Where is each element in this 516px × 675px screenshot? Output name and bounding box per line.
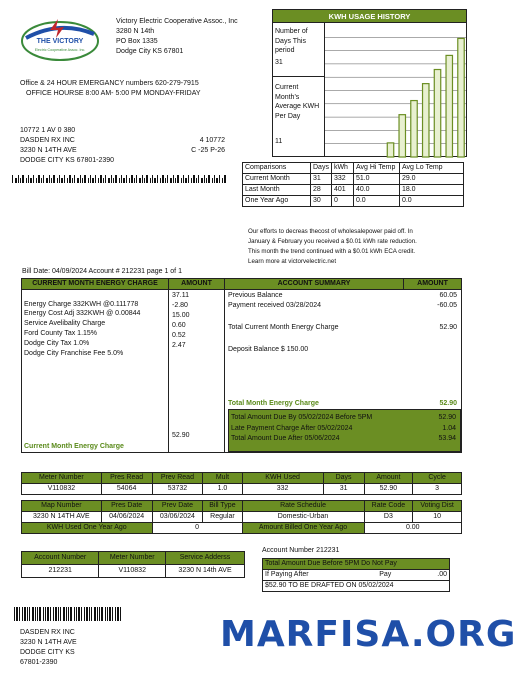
account-summary-header: ACCOUNT SUMMARY — [225, 279, 403, 289]
current-charge-label: Total Current Month Energy Charge — [228, 324, 339, 331]
draft-notice: $52.90 TO BE DRAFTED ON 05/02/2024 — [263, 581, 450, 592]
barcode-bar — [88, 178, 89, 183]
previous-balance-label: Previous Balance — [228, 292, 283, 299]
account-header: Account Number — [22, 552, 99, 565]
table-cell: 332 — [242, 484, 323, 495]
barcode-bar — [69, 175, 71, 183]
barcode-bar — [20, 178, 21, 183]
account-header-row — [22, 552, 245, 565]
customer-city: DODGE CITY KS 67801-2390 — [20, 157, 115, 164]
due-before-amount: 52.90 — [438, 414, 456, 421]
barcode-bar — [53, 607, 54, 621]
barcode-bar — [105, 607, 106, 621]
barcode-bar — [212, 178, 213, 183]
table-row — [263, 570, 450, 581]
notice-line: January & February you received a $0.01 kWh rate reduction. — [248, 238, 417, 245]
barcode-bar — [142, 175, 143, 183]
table-cell: 3230 N 14th AVE — [166, 565, 245, 578]
barcode-bar — [58, 607, 59, 621]
barcode-bar — [53, 175, 55, 183]
summary-amount-header: AMOUNT — [404, 279, 461, 289]
total-due-box — [228, 409, 461, 452]
energy-item-amount: -2.80 — [172, 302, 188, 309]
avg-hi-header: Avg Hi Temp — [353, 163, 399, 174]
barcode-bar — [111, 175, 112, 183]
energy-item-label: Service Avelibality Charge — [24, 320, 106, 327]
barcode-bar — [123, 178, 125, 183]
barcode-bar — [35, 607, 36, 621]
notice-line: This month the trend continued with a $0.01 kWh ECA credit. — [248, 248, 416, 255]
customer-code: 10772 1 AV 0 380 — [20, 127, 76, 134]
barcode-bar — [29, 607, 30, 621]
late-charge-amount: 1.04 — [442, 425, 456, 432]
table-cell: 3 — [413, 484, 462, 495]
barcode-bar — [136, 175, 137, 183]
table-cell: 31 — [311, 174, 332, 185]
barcode-bar — [67, 178, 68, 183]
logo-subtext: Electric Cooperative Assoc. Inc. — [34, 48, 86, 52]
barcode-bar — [37, 607, 38, 621]
barcode-bar — [39, 607, 41, 621]
barcode-bar — [120, 607, 121, 621]
barcode-bar — [129, 178, 130, 183]
barcode-bar — [188, 175, 189, 183]
barcode-bar — [76, 607, 77, 621]
barcode-bar — [74, 175, 75, 183]
table-row — [22, 565, 245, 578]
barcode-bar — [41, 178, 42, 183]
billed-year-ago-value: 0.00 — [364, 523, 461, 534]
barcode-bar — [43, 175, 44, 183]
kwh-year-ago-value: 0 — [152, 523, 242, 534]
barcode-bar — [154, 178, 156, 183]
table-cell: Current Month — [243, 174, 311, 185]
energy-item-amount: 37.11 — [172, 292, 189, 299]
meter-reading-table — [21, 472, 462, 534]
energy-item-amount: 0.60 — [172, 322, 186, 329]
barcode-bar — [117, 607, 119, 621]
barcode-bar — [27, 607, 28, 621]
energy-footer-amount: 52.90 — [172, 432, 190, 439]
chart-bar — [446, 55, 452, 157]
map-header-row — [22, 501, 462, 512]
chart-bar — [411, 101, 417, 157]
meter-header: Amount — [364, 473, 413, 484]
barcode-bar — [139, 178, 141, 183]
energy-item-amount: 0.52 — [172, 332, 186, 339]
barcode-bar — [60, 607, 61, 621]
table-cell: One Year Ago — [243, 196, 311, 207]
barcode-bar — [64, 175, 65, 183]
notice-link[interactable]: Learn more at victorvelectric.net — [248, 258, 337, 265]
kwh-history-title: KWH USAGE HISTORY — [273, 10, 466, 23]
meter-header: Prev Date — [152, 501, 203, 512]
chart-bar — [423, 84, 429, 157]
remit-due-label: Total Amount Due Before 5PM Do Not Pay — [263, 559, 450, 570]
barcode-bar — [150, 178, 151, 183]
table-cell: 53732 — [152, 484, 203, 495]
barcode-bar — [100, 175, 102, 183]
barcode-bar — [214, 175, 215, 183]
barcode-bar — [185, 178, 187, 183]
meter-header: KWH Used — [242, 473, 323, 484]
barcode-bar — [78, 607, 80, 621]
barcode-bar — [80, 175, 81, 183]
meter-header: Voting Dist — [413, 501, 462, 512]
barcode-bar — [14, 607, 15, 621]
company-city: Dodge City KS 67801 — [116, 48, 184, 55]
company-logo — [20, 16, 100, 62]
barcode-bar — [112, 607, 113, 621]
table-cell: 1.0 — [203, 484, 242, 495]
barcode-bar — [103, 178, 104, 183]
table-row — [243, 196, 464, 207]
barcode-bar — [49, 175, 50, 183]
meter-header: Bill Type — [203, 501, 242, 512]
kwh-header: kWh — [331, 163, 353, 174]
mail-zip: 67801-2390 — [20, 659, 58, 666]
barcode-bar — [126, 175, 127, 183]
barcode-bar — [68, 607, 69, 621]
barcode-bar — [224, 175, 226, 183]
barcode-bar — [216, 178, 218, 183]
remit-account-number: Account Number 212231 — [262, 547, 340, 554]
total-energy-amount: 52.90 — [439, 400, 457, 407]
barcode-bar — [38, 175, 40, 183]
energy-item-label: Energy Cost Adj 332KWH @ 0.00844 — [24, 310, 141, 317]
kwh-usage-history — [272, 9, 467, 157]
due-after-label: Total Amount Due After 05/06/2024 — [231, 435, 340, 442]
year-ago-row — [22, 523, 462, 534]
payment-label: Payment received 03/28/2024 — [228, 302, 322, 309]
barcode-bar — [46, 178, 48, 183]
barcode-bar — [181, 178, 182, 183]
table-cell: 54064 — [101, 484, 152, 495]
late-charge-label: Late Payment Charge After 05/02/2024 — [231, 425, 353, 432]
deposit-balance: Deposit Balance $ 150.00 — [228, 346, 309, 353]
barcode-bar — [74, 607, 75, 621]
kwh-bar-chart — [325, 24, 466, 157]
barcode-bar — [15, 178, 17, 183]
barcode-bar — [19, 607, 20, 621]
chart-bar — [387, 143, 393, 157]
barcode-bar — [107, 607, 108, 621]
barcode-bar — [22, 175, 24, 183]
barcode-bar — [204, 175, 205, 183]
if-paying-label: If Paying After — [263, 570, 378, 581]
barcode-bar — [101, 607, 103, 621]
barcode-bar — [183, 175, 184, 183]
office-hours: OFFICE HOURSE 8:00 AM- 5:00 PM MONDAY-FRIDAY — [26, 90, 201, 97]
barcode-bar — [191, 178, 192, 183]
table-cell: 0.0 — [399, 196, 463, 207]
kwh-year-ago-label: KWH Used One Year Ago — [22, 523, 153, 534]
barcode-bar — [16, 607, 18, 621]
chart-bar — [434, 70, 440, 157]
barcode-bar — [22, 607, 23, 621]
barcode-bar — [28, 175, 29, 183]
barcode-bar — [95, 175, 96, 183]
logo-text: THE VICTORY — [36, 38, 84, 45]
barcode-bar — [81, 607, 82, 621]
barcode-bar — [98, 178, 99, 183]
remit-table — [262, 558, 450, 592]
emergency-info — [20, 79, 201, 99]
barcode-bar — [33, 175, 34, 183]
customer-street: 3230 N 14TH AVE — [20, 147, 77, 154]
table-cell: 10 — [413, 512, 462, 523]
barcode-bar — [61, 178, 63, 183]
customer-refs — [165, 136, 225, 156]
remit-barcode — [14, 607, 124, 621]
barcode-bar — [201, 178, 203, 183]
barcode-bar — [90, 175, 91, 183]
barcode-bar — [196, 178, 197, 183]
table-cell: 401 — [331, 185, 353, 196]
comparisons-header: Comparisons — [243, 163, 311, 174]
table-cell: 0.0 — [353, 196, 399, 207]
barcode-bar — [32, 607, 34, 621]
comparisons-header-row — [243, 163, 464, 174]
barcode-bar — [108, 178, 110, 183]
energy-footer-label: Current Month Energy Charge — [24, 443, 124, 450]
table-cell: 03/06/2024 — [152, 512, 203, 523]
barcode-bar — [134, 178, 135, 183]
previous-balance-amount: 60.05 — [439, 292, 457, 299]
barcode-bar — [36, 178, 37, 183]
avg-kwh-value: 11 — [275, 138, 283, 145]
meter-header: Map Number — [22, 501, 102, 512]
avg-kwh-label: Current Month's Average KWH Per Day — [275, 84, 320, 120]
account-table — [21, 551, 245, 578]
table-cell: 51.0 — [353, 174, 399, 185]
account-header: Service Adderss — [166, 552, 245, 565]
barcode-bar — [92, 178, 94, 183]
customer-address — [20, 126, 114, 166]
barcode-bar — [177, 175, 179, 183]
notice-line: Our efforts to decreas thecost of wholesalepower paid off. In — [248, 228, 413, 235]
barcode-bar — [162, 175, 164, 183]
meter-header: Pres Read — [101, 473, 152, 484]
barcode-bar — [170, 178, 172, 183]
barcode-bar — [109, 607, 111, 621]
barcode-bar — [198, 175, 199, 183]
energy-item-label: Ford County Tax 1.15% — [24, 330, 98, 337]
due-after-amount: 53.94 — [438, 435, 456, 442]
barcode-bar — [219, 175, 220, 183]
meter-header: Rate Schedule — [242, 501, 364, 512]
barcode-bar — [222, 178, 223, 183]
days-value: 31 — [275, 59, 283, 66]
table-cell: V110832 — [22, 484, 102, 495]
postal-barcode — [12, 175, 227, 183]
barcode-bar — [77, 178, 79, 183]
barcode-bar — [72, 178, 73, 183]
chart-bar — [458, 38, 464, 157]
table-cell: 3230 N 14TH AVE — [22, 512, 102, 523]
rate-notice — [248, 227, 464, 267]
barcode-bar — [175, 178, 176, 183]
barcode-bar — [173, 175, 174, 183]
due-before-label: Total Amount Due By 05/02/2024 Before 5PM — [231, 414, 373, 421]
barcode-bar — [86, 607, 88, 621]
meter-header: Mult — [203, 473, 242, 484]
billed-year-ago-label: Amount Billed One Year Ago — [242, 523, 364, 534]
barcode-bar — [50, 607, 51, 621]
barcode-bar — [51, 178, 52, 183]
barcode-bar — [94, 607, 96, 621]
barcode-bar — [12, 175, 13, 183]
table-cell: 0 — [331, 196, 353, 207]
table-cell: Domestic-Urban — [242, 512, 364, 523]
table-cell: 04/06/2024 — [101, 512, 152, 523]
emergency-numbers: Office & 24 HOUR EMERGANCY numbers 620-279-7915 — [20, 80, 199, 87]
table-row — [243, 185, 464, 196]
table-cell: 52.90 — [364, 484, 413, 495]
mail-city: DODGE CITY KS — [20, 649, 75, 656]
mailing-address — [20, 628, 77, 668]
mail-name: DASDEN RX INC — [20, 629, 75, 636]
barcode-bar — [206, 178, 207, 183]
table-cell: 28 — [311, 185, 332, 196]
customer-ref-1: 4 10772 — [199, 137, 225, 144]
customer-name: DASDEN RX INC — [20, 137, 75, 144]
barcode-bar — [30, 178, 32, 183]
barcode-bar — [160, 178, 161, 183]
barcode-bar — [24, 607, 26, 621]
barcode-bar — [113, 178, 114, 183]
table-cell: Regular — [203, 512, 242, 523]
table-cell: 18.0 — [399, 185, 463, 196]
barcode-bar — [97, 607, 98, 621]
meter-header: Prev Read — [152, 473, 203, 484]
barcode-bar — [115, 175, 117, 183]
table-cell: 30 — [311, 196, 332, 207]
energy-amount-header: AMOUNT — [169, 279, 224, 289]
barcode-bar — [105, 175, 106, 183]
table-cell: Last Month — [243, 185, 311, 196]
barcode-bar — [70, 607, 72, 621]
barcode-bar — [57, 178, 58, 183]
meter-header: Cycle — [413, 473, 462, 484]
barcode-bar — [89, 607, 90, 621]
barcode-bar — [45, 607, 46, 621]
energy-item-amount: 2.47 — [172, 342, 186, 349]
barcode-bar — [91, 607, 92, 621]
barcode-bar — [165, 178, 166, 183]
watermark: MARFISA.ORG — [220, 614, 516, 655]
barcode-bar — [167, 175, 168, 183]
barcode-bar — [59, 175, 60, 183]
table-row — [243, 174, 464, 185]
pay-label: Pay — [377, 570, 415, 581]
barcode-bar — [157, 175, 158, 183]
barcode-bar — [43, 607, 44, 621]
barcode-bar — [121, 175, 122, 183]
table-cell: V110832 — [99, 565, 166, 578]
table-cell: 31 — [323, 484, 364, 495]
energy-item-amount: 15.00 — [172, 312, 190, 319]
barcode-bar — [144, 178, 145, 183]
bill-date-line: Bill Date: 04/09/2024 Account # 212231 page 1 of 1 — [22, 268, 182, 275]
barcode-bar — [84, 175, 86, 183]
days-label: Number of Days This period — [275, 28, 308, 54]
table-cell: 212231 — [22, 565, 99, 578]
meter-header-row — [22, 473, 462, 484]
company-street: 3280 N 14th — [116, 28, 155, 35]
barcode-bar — [26, 178, 27, 183]
barcode-bar — [115, 607, 116, 621]
current-charge-amount: 52.90 — [439, 324, 457, 331]
barcode-bar — [131, 175, 133, 183]
table-cell: 40.0 — [353, 185, 399, 196]
comparisons-table — [242, 162, 464, 207]
barcode-bar — [99, 607, 100, 621]
avg-lo-header: Avg Lo Temp — [399, 163, 463, 174]
meter-header: Rate Code — [364, 501, 413, 512]
barcode-bar — [47, 607, 49, 621]
customer-ref-2: C -25 P-26 — [191, 147, 225, 154]
company-po-box: PO Box 1335 — [116, 38, 158, 45]
pay-amount: .00 — [416, 570, 450, 581]
company-name: Victory Electric Cooperative Assoc., Inc — [116, 18, 238, 25]
meter-header: Pres Date — [101, 501, 152, 512]
energy-item-label: Dodge City Franchise Fee 5.0% — [24, 350, 124, 357]
barcode-bar — [152, 175, 153, 183]
payment-amount: -60.05 — [437, 302, 457, 309]
barcode-bar — [82, 178, 83, 183]
meter-header: Days — [323, 473, 364, 484]
barcode-bar — [63, 607, 65, 621]
company-address — [116, 17, 238, 57]
charges-panel — [21, 278, 462, 453]
barcode-bar — [18, 175, 19, 183]
energy-charge-header: CURRENT MONTH ENERGY CHARGE — [22, 279, 168, 289]
barcode-bar — [193, 175, 195, 183]
table-cell: D3 — [364, 512, 413, 523]
barcode-bar — [119, 178, 120, 183]
days-header: Days — [311, 163, 332, 174]
barcode-bar — [146, 175, 148, 183]
energy-item-label: Dodge City Tax 1.0% — [24, 340, 90, 347]
total-energy-label: Total Month Energy Charge — [228, 400, 319, 407]
barcode-bar — [55, 607, 57, 621]
table-row — [22, 484, 462, 495]
table-row — [22, 512, 462, 523]
barcode-bar — [66, 607, 67, 621]
chart-bar — [399, 115, 405, 157]
meter-header: Meter Number — [22, 473, 102, 484]
energy-item-label: Energy Charge 332KWH @0.111778 — [24, 301, 139, 308]
account-header: Meter Number — [99, 552, 166, 565]
table-cell: 332 — [331, 174, 353, 185]
mail-street: 3230 N 14TH AVE — [20, 639, 77, 646]
barcode-bar — [84, 607, 85, 621]
table-cell: 29.0 — [399, 174, 463, 185]
barcode-bar — [208, 175, 210, 183]
